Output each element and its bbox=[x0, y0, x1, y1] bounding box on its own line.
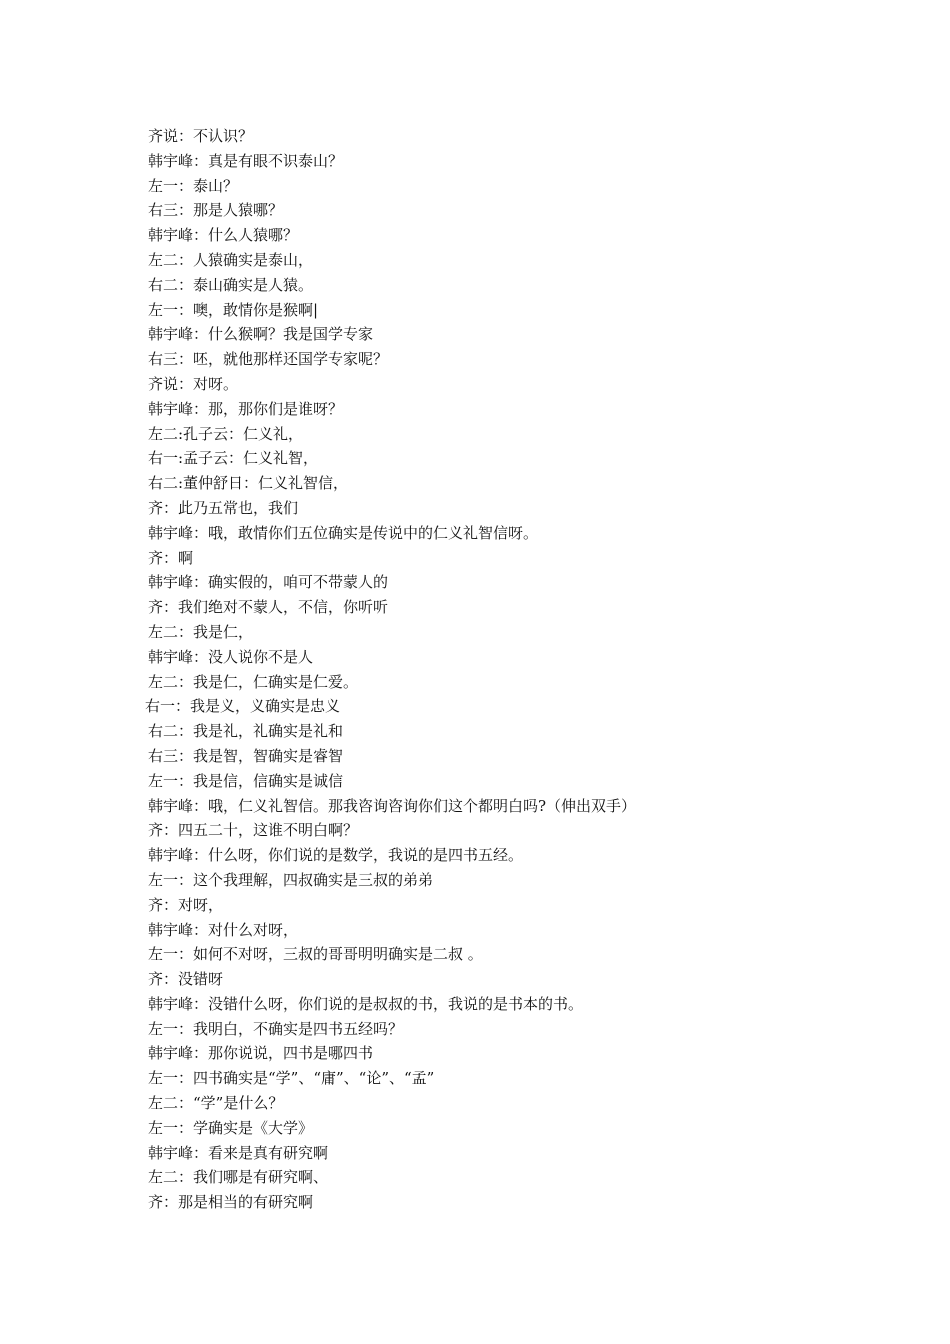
dialogue-line: 左一：如何不对呀，三叔的哥哥明明确实是二叔 。 bbox=[148, 945, 483, 964]
dialogue-line: 韩宇峰：那，那你们是谁呀？ bbox=[148, 399, 344, 418]
dialogue-line: 右二：泰山确实是人猿。 bbox=[148, 275, 314, 294]
dialogue-line: 齐：对呀， bbox=[148, 895, 224, 914]
dialogue-line: 右一:孟子云：仁义礼智， bbox=[148, 449, 319, 468]
dialogue-line: 齐：啊 bbox=[148, 548, 194, 567]
dialogue-line: 左一：噢，敢情你是猴啊| bbox=[148, 300, 319, 319]
dialogue-line: 左一：泰山？ bbox=[148, 176, 239, 195]
dialogue-line: 左二：“学”是什么？ bbox=[148, 1094, 284, 1113]
dialogue-line: 齐：没错呀 bbox=[148, 970, 224, 989]
dialogue-line: 右三：我是智，智确实是睿智 bbox=[148, 746, 344, 765]
dialogue-line: 韩宇峰：什么呀，你们说的是数学，我说的是四书五经。 bbox=[148, 846, 524, 865]
dialogue-line: 左一：我明白，不确实是四书五经吗？ bbox=[148, 1019, 404, 1038]
dialogue-script bbox=[145, 124, 868, 1215]
dialogue-line: 左二：我是仁， bbox=[148, 622, 254, 641]
dialogue-line: 左二：人猿确实是泰山， bbox=[148, 250, 314, 269]
dialogue-line: 韩宇峰：对什么对呀， bbox=[148, 920, 299, 939]
dialogue-line: 齐：那是相当的有研究啊 bbox=[148, 1193, 314, 1212]
dialogue-line: 韩宇峰：真是有眼不识泰山？ bbox=[148, 151, 344, 170]
dialogue-line: 右三：呸，就他那样还国学专家呢？ bbox=[148, 350, 389, 369]
dialogue-line: 韩宇峰：没错什么呀，你们说的是叔叔的书，我说的是书本的书。 bbox=[148, 994, 584, 1013]
dialogue-line: 左一：四书确实是“学”、“庸”、“论”、“孟” bbox=[148, 1069, 435, 1088]
dialogue-line: 左二:孔子云：仁义礼， bbox=[148, 424, 304, 443]
dialogue-line: 齐说：不认识？ bbox=[148, 127, 254, 145]
dialogue-line: 韩宇峰：看来是真有研究啊 bbox=[148, 1143, 329, 1162]
dialogue-line: 左一：学确实是《大学》 bbox=[148, 1118, 314, 1137]
dialogue-line: 齐说：对呀。 bbox=[148, 374, 239, 393]
dialogue-line: 左一：我是信，信确实是诚信 bbox=[148, 771, 344, 790]
dialogue-line: 左二：我是仁，仁确实是仁爱。 bbox=[148, 672, 359, 691]
dialogue-line: 齐：我们绝对不蒙人，不信，你听听 bbox=[148, 598, 389, 617]
dialogue-line: 右三：那是人猿哪？ bbox=[148, 201, 284, 220]
dialogue-line: 韩宇峰：哦，仁义礼智信。那我咨询咨询你们这个都明白吗?（伸出双手） bbox=[148, 796, 637, 815]
dialogue-line: 左一：这个我理解，四叔确实是三叔的弟弟 bbox=[148, 870, 434, 889]
dialogue-line: 韩宇峰：什么猴啊？我是国学专家 bbox=[148, 325, 374, 344]
dialogue-line: 右二：我是礼，礼确实是礼和 bbox=[148, 722, 344, 741]
dialogue-line: 韩宇峰：没人说你不是人 bbox=[148, 647, 314, 666]
dialogue-line: 齐：此乃五常也，我们 bbox=[148, 498, 299, 517]
dialogue-line: 左二：我们哪是有研究啊、 bbox=[148, 1168, 329, 1187]
dialogue-line: 韩宇峰：确实假的，咱可不带蒙人的 bbox=[148, 573, 389, 592]
dialogue-line: 韩宇峰：哦，敢情你们五位确实是传说中的仁义礼智信呀。 bbox=[148, 523, 539, 542]
dialogue-line: 齐：四五二十，这谁不明白啊？ bbox=[148, 821, 359, 840]
dialogue-line: 右二:董仲舒日：仁义礼智信， bbox=[148, 474, 349, 493]
dialogue-line: 韩宇峰：那你说说，四书是哪四书 bbox=[148, 1044, 374, 1063]
dialogue-line: 韩宇峰：什么人猿哪？ bbox=[148, 226, 299, 245]
dialogue-line: 右一：我是义，义确实是忠义 bbox=[145, 697, 341, 716]
